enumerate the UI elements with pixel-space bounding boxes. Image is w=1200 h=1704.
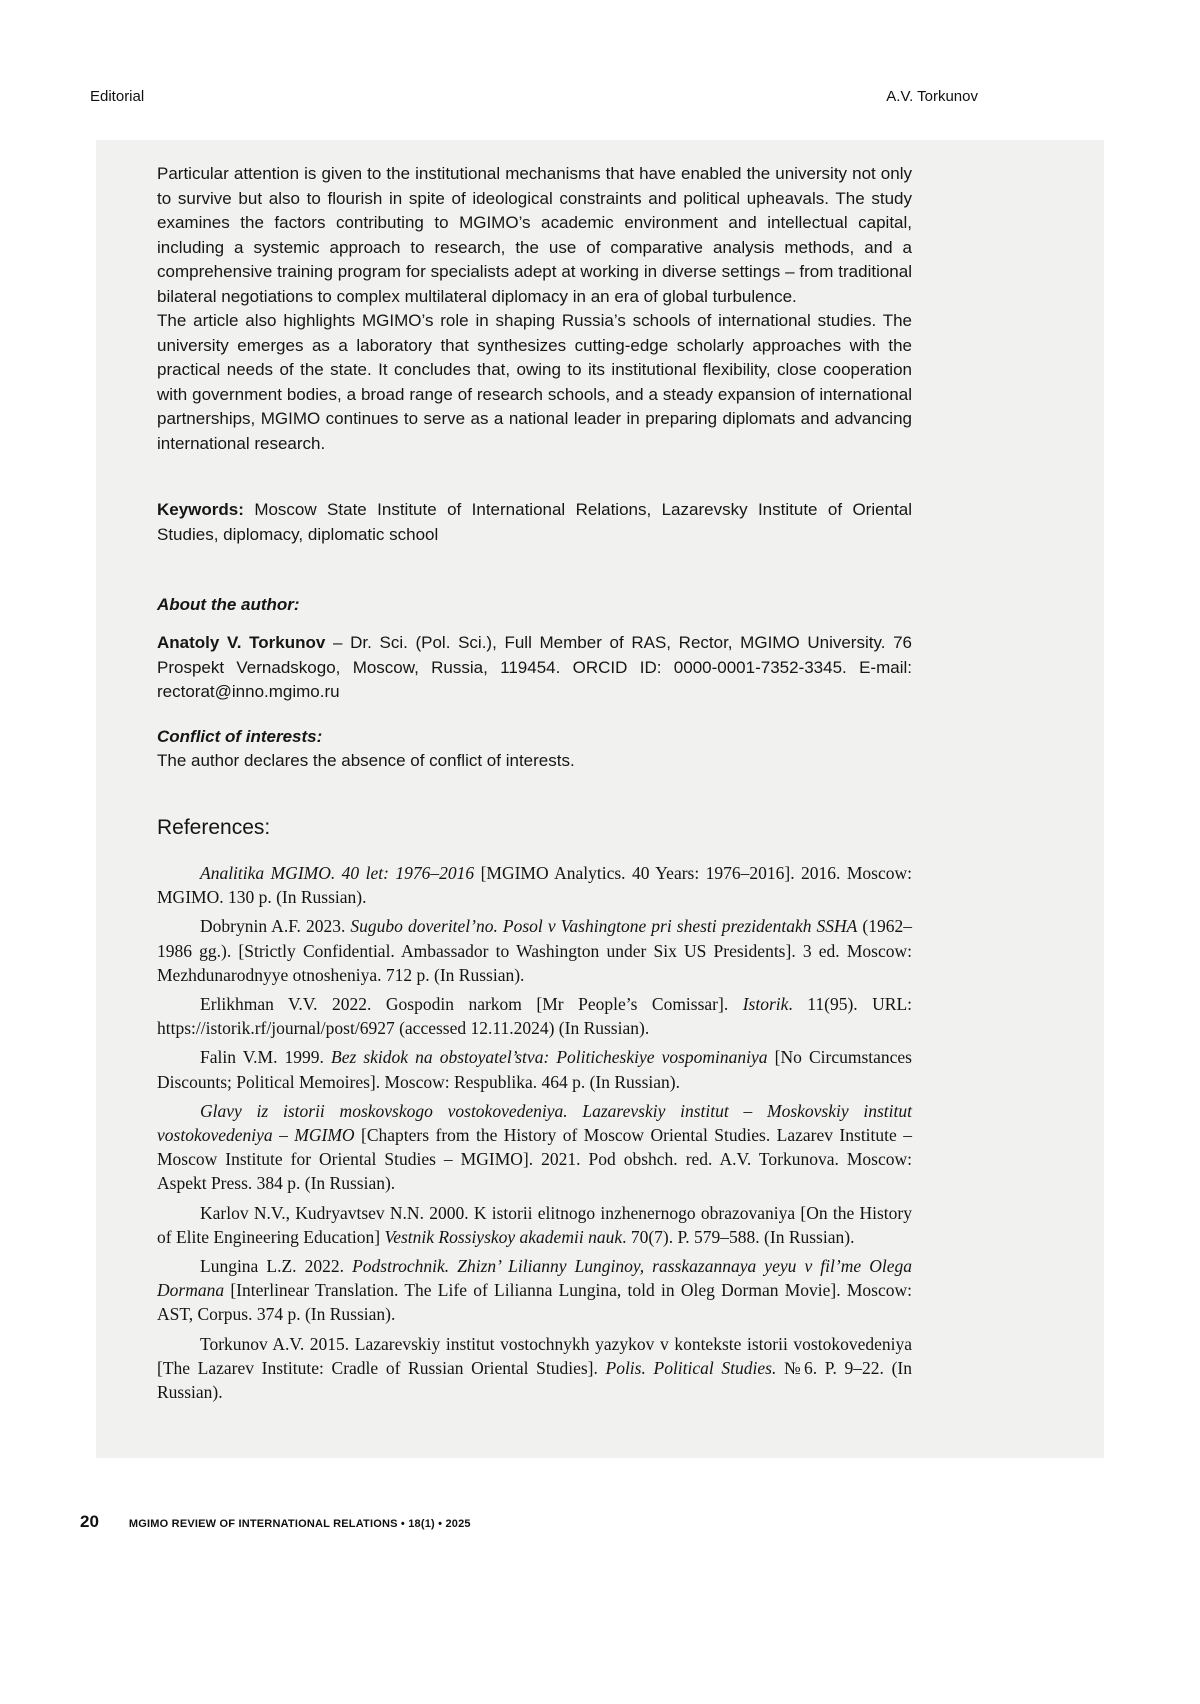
keywords-line (157, 498, 912, 547)
header-section-label: Editorial (90, 88, 145, 105)
reference-item: Analitika MGIMO. 40 let: 1976–2016 [MGIMO Analytics. 40 Years: 1976–2016]. 2016. Moscow: MGIMO. 130 p. (In Russian). (157, 863, 913, 908)
keywords-text: Moscow State Institute of International Relations, Lazarevsky Institute of Oriental Studies, diplomacy, diplomatic school (157, 500, 912, 544)
reference-item: Glavy iz istorii moskovskogo vostokovedeniya. Lazarevskiy institut – Moskovskiy institut vostokovedeniya – MGIMO [Chapters from the History of Moscow Oriental Studies. Lazarev Institute – Moscow Institute for Oriental Studies – MGIMO]. 2021. Pod obshch. red. A.V. Torkunova. Moscow: Aspekt Press. 384 p. (In Russian). (157, 1100, 912, 1194)
reference-item: Karlov N.V., Kudryavtsev N.N. 2000. K istorii elitnogo inzhenernogo obrazovaniya [On the History of Elite Engineering Education] Vestnik Rossiyskoy akademii nauk. 70(7). P. 579–588. (In Russian). (157, 1202, 912, 1247)
abstract-paragraph: Particular attention is given to the institutional mechanisms that have enabled the university not only to survive but also to flourish in spite of ideological constraints and political upheavals. The study examines the factors contributing to MGIMO’s academic environment and intellectual capital, including a systemic approach to research, the use of comparative analysis methods, and a comprehensive training program for specialists adept at working in diverse settings – from traditional bilateral negotiations to complex multilateral diplomacy in an era of global turbulence. (157, 164, 912, 306)
reference-item: Dobrynin A.F. 2023. Sugubo doveritel’no. Posol v Vashingtone pri shesti prezidentakh SSHA (1962–1986 gg.). [Strictly Confidential. Ambassador to Washington under Six US Presidents]. 3 ed. Moscow: Mezhdunarodnyye otnosheniya. 712 p. (In Russian). (157, 916, 912, 985)
keywords-label: Keywords: (157, 500, 244, 519)
page-number: 20 (80, 1512, 99, 1531)
content-panel (96, 140, 1104, 1458)
header-author-name: A.V. Torkunov (886, 88, 978, 105)
author-info: Anatoly V. Torkunov – Dr. Sci. (Pol. Sci.), Full Member of RAS, Rector, MGIMO University. 76 Prospekt Vernadskogo, Moscow, Russia, 119454. ORCID ID: 0000-0001-7352-3345. E-mail: rectorat@inno.mgimo.ru (157, 633, 912, 701)
conflict-heading: Conflict of interests: (157, 726, 323, 746)
journal-title: MGIMO REVIEW OF INTERNATIONAL RELATIONS • 18(1) • 2025 (128, 1518, 471, 1530)
page-footer (80, 1512, 471, 1532)
reference-item: Torkunov A.V. 2015. Lazarevskiy institut vostochnykh yazykov v kontekste istorii vostokovedeniya [The Lazarev Institute: Cradle of Russian Oriental Studies]. Polis. Political Studies. №6. P. 9–22. (In Russian). (157, 1333, 912, 1403)
conflict-text: The author declares the absence of conflict of interests. (157, 750, 575, 770)
reference-item: Falin V.M. 1999. Bez skidok na obstoyatel’stva: Politicheskiye vospominaniya [No Circumstances Discounts; Political Memoires]. Moscow: Respublika. 464 p. (In Russian). (157, 1047, 912, 1092)
references-heading: References: (157, 816, 271, 839)
reference-item: Erlikhman V.V. 2022. Gospodin narkom [Mr People’s Comissar]. Istorik. 11(95). URL: https://istorik.rf/journal/post/6927 (accessed 12.11.2024) (In Russian). (157, 994, 912, 1039)
text-column (157, 162, 912, 1409)
page-header (90, 88, 978, 105)
abstract-paragraph: The article also highlights MGIMO’s role in shaping Russia’s schools of international studies. The university emerges as a laboratory that synthesizes cutting-edge scholarly approaches with the practical needs of the state. It concludes that, owing to its institutional flexibility, close cooperation with government bodies, a broad range of research schools, and a steady expansion of international partnerships, MGIMO continues to serve as a national leader in preparing diplomats and advancing international research. (157, 311, 912, 453)
references-list (157, 861, 912, 1404)
about-author-heading: About the author: (157, 595, 300, 614)
reference-item: Lungina L.Z. 2022. Podstrochnik. Zhizn’ Lilianny Lunginoy, rasskazannaya yeyu v fil’me Olega Dormana [Interlinear Translation. The Life of Lilianna Lungina, told in Oleg Dorman Movie]. Moscow: AST, Corpus. 374 p. (In Russian). (157, 1256, 912, 1325)
